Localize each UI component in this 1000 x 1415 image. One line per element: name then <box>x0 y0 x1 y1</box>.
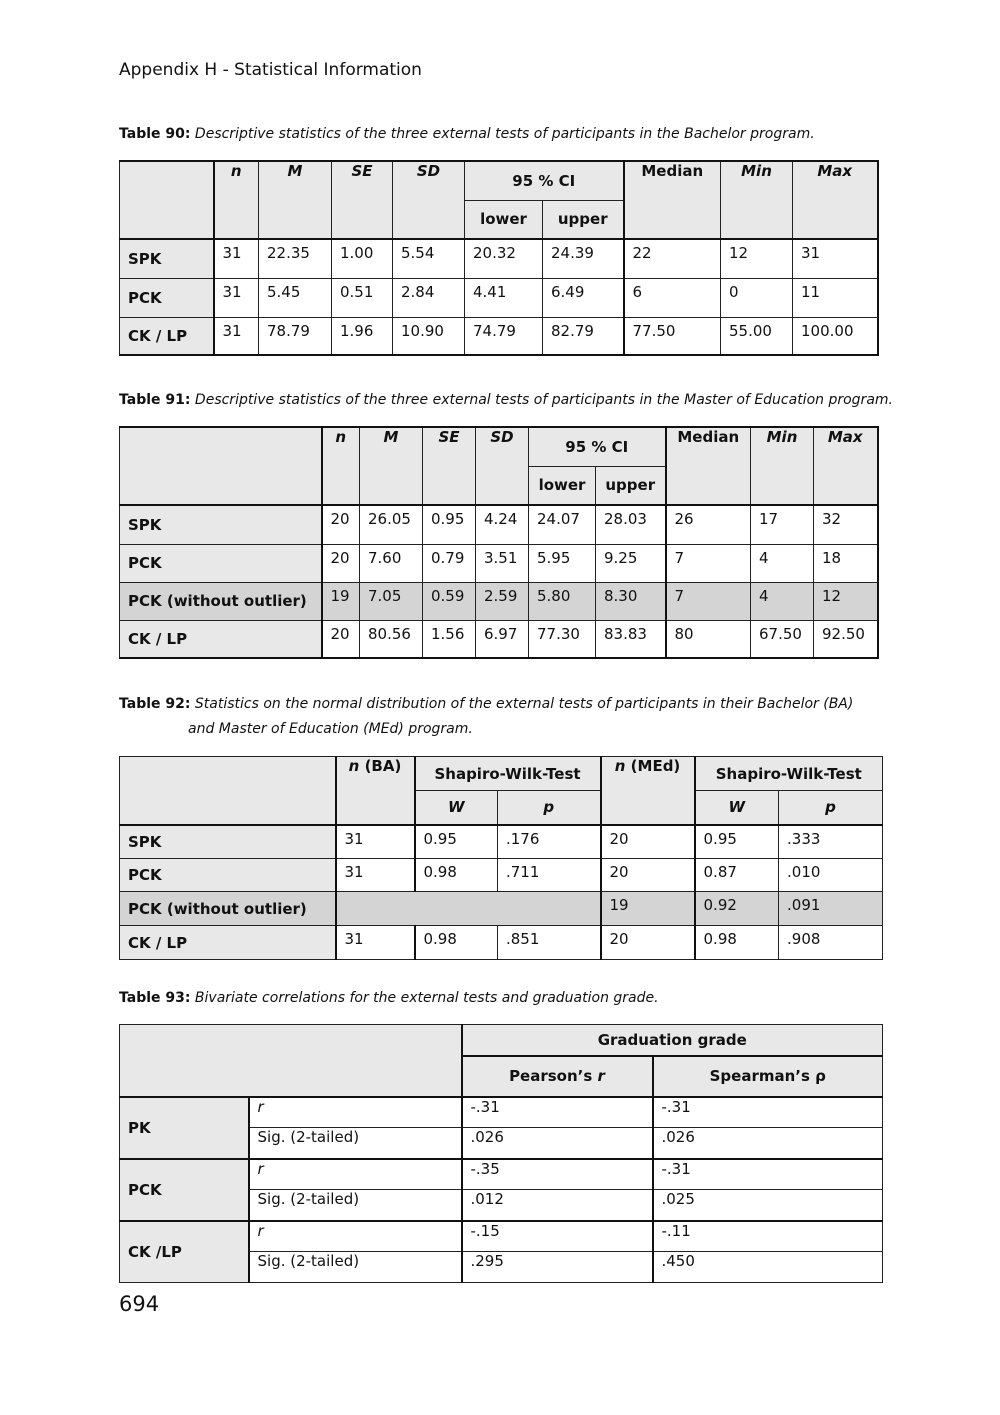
row-label: CK /LP <box>120 1221 249 1283</box>
table-cell: 7.05 <box>360 582 423 620</box>
table-row <box>120 544 878 582</box>
table-cell: 31 <box>214 239 259 278</box>
stat-label: Sig. (2-tailed) <box>249 1128 462 1159</box>
table91-corner <box>120 427 322 505</box>
row-label: CK / LP <box>120 620 322 658</box>
table-cell: 26 <box>666 505 751 544</box>
table-cell: 22 <box>624 239 721 278</box>
table-cell: .026 <box>462 1128 653 1159</box>
row-label: PK <box>120 1097 249 1159</box>
table-cell: .012 <box>462 1190 653 1221</box>
table93-label: Table 93: <box>119 990 191 1006</box>
table-cell: 7 <box>666 582 751 620</box>
table-row <box>120 926 883 960</box>
table-cell: 5.45 <box>259 278 332 317</box>
table-cell: 1.00 <box>332 239 393 278</box>
table-cell: 20 <box>601 859 695 892</box>
table-cell: .908 <box>779 926 883 960</box>
redacted-block <box>336 892 601 926</box>
table93-corner <box>120 1025 462 1097</box>
table-cell: 19 <box>601 892 695 926</box>
row-label: PCK <box>120 278 214 317</box>
table91-header-m: M <box>360 427 423 505</box>
table90 <box>119 160 879 356</box>
row-label: SPK <box>120 825 336 859</box>
table-cell: 12 <box>814 582 878 620</box>
table92 <box>119 756 883 960</box>
table-cell: 0.95 <box>695 825 779 859</box>
table92-caption-text: Statistics on the normal distribution of the external tests of participants in their Bachelor (BA) and Master of Education (MEd) program. <box>188 696 854 737</box>
table-cell: -.15 <box>462 1221 653 1252</box>
table-cell: 4 <box>751 582 814 620</box>
table90-header-m: M <box>259 161 332 239</box>
table90-caption-text: Descriptive statistics of the three external tests of participants in the Bachelor program. <box>194 126 815 142</box>
row-label: CK / LP <box>120 926 336 960</box>
table91-header-upper: upper <box>596 466 666 505</box>
table-cell: 22.35 <box>259 239 332 278</box>
table-cell: 31 <box>214 278 259 317</box>
table-cell: 17 <box>751 505 814 544</box>
table90-header-min: Min <box>721 161 793 239</box>
table-cell: 0.59 <box>423 582 476 620</box>
table-cell: 32 <box>814 505 878 544</box>
stat-label: r <box>249 1221 462 1252</box>
table-cell: 5.95 <box>529 544 596 582</box>
table-cell: 19 <box>322 582 360 620</box>
table-cell: -.35 <box>462 1159 653 1190</box>
table-cell: 6.49 <box>543 278 624 317</box>
row-label: PCK (without outlier) <box>120 582 322 620</box>
table-cell: 77.50 <box>624 317 721 355</box>
table91-header-lower: lower <box>529 466 596 505</box>
table-cell: 20 <box>601 926 695 960</box>
table-cell: 0.79 <box>423 544 476 582</box>
table92-header-sw-med: Shapiro-Wilk-Test <box>695 757 883 791</box>
table-cell: 2.59 <box>476 582 529 620</box>
table-cell: .025 <box>653 1190 883 1221</box>
stat-label: r <box>249 1159 462 1190</box>
table-cell: 83.83 <box>596 620 666 658</box>
table-cell: 18 <box>814 544 878 582</box>
table92-header-n-ba <box>336 757 415 825</box>
table93-header-spearman: Spearman’s ρ <box>653 1056 883 1097</box>
table93-header-pearson <box>462 1056 653 1097</box>
table-cell: 11 <box>793 278 878 317</box>
table91-header-sd: SD <box>476 427 529 505</box>
table92-header-n-med <box>601 757 695 825</box>
table-cell: 0 <box>721 278 793 317</box>
table-cell: 31 <box>336 859 415 892</box>
table-cell: -.31 <box>653 1097 883 1128</box>
table-cell: 5.80 <box>529 582 596 620</box>
table-cell: 20 <box>322 544 360 582</box>
table-cell: 3.51 <box>476 544 529 582</box>
stat-label: Sig. (2-tailed) <box>249 1252 462 1283</box>
table-cell: 4 <box>751 544 814 582</box>
table-cell: 9.25 <box>596 544 666 582</box>
table92-label: Table 92: <box>119 696 191 712</box>
row-label: CK / LP <box>120 317 214 355</box>
table-row <box>120 1097 883 1128</box>
table92-header-n-ba-symbol: n <box>348 757 360 775</box>
table-cell: 80 <box>666 620 751 658</box>
table-cell: 31 <box>336 926 415 960</box>
table-cell: 0.98 <box>415 926 498 960</box>
table-cell: 1.56 <box>423 620 476 658</box>
row-label: PCK (without outlier) <box>120 892 336 926</box>
table-cell: 26.05 <box>360 505 423 544</box>
table-cell: 0.51 <box>332 278 393 317</box>
table-cell: 20 <box>322 505 360 544</box>
table-cell: 20 <box>601 825 695 859</box>
table-cell: .711 <box>498 859 601 892</box>
table91-header-ci: 95 % CI <box>529 427 666 466</box>
table90-header-n: n <box>214 161 259 239</box>
table-cell: -.31 <box>653 1159 883 1190</box>
table-cell: 10.90 <box>393 317 465 355</box>
table-cell: 24.39 <box>543 239 624 278</box>
table-cell: 31 <box>336 825 415 859</box>
table-cell: 0.95 <box>415 825 498 859</box>
table-row <box>120 278 878 317</box>
table91-label: Table 91: <box>119 392 191 408</box>
table93-header-pearson-symbol: r <box>597 1067 605 1085</box>
table92-header-p-ba: p <box>498 791 601 825</box>
table90-corner <box>120 161 214 239</box>
table-cell: 55.00 <box>721 317 793 355</box>
table90-header-lower: lower <box>465 200 543 239</box>
table90-header-se: SE <box>332 161 393 239</box>
table-cell: .851 <box>498 926 601 960</box>
table90-header-upper: upper <box>543 200 624 239</box>
table-cell: 80.56 <box>360 620 423 658</box>
table-cell: .295 <box>462 1252 653 1283</box>
table92-corner <box>120 757 336 825</box>
table90-header-median: Median <box>624 161 721 239</box>
table-cell: 67.50 <box>751 620 814 658</box>
table-row <box>120 239 878 278</box>
table-cell: 6 <box>624 278 721 317</box>
table-cell: 24.07 <box>529 505 596 544</box>
table91-header-min: Min <box>751 427 814 505</box>
table-row <box>120 582 878 620</box>
row-label: SPK <box>120 505 322 544</box>
table-cell: .026 <box>653 1128 883 1159</box>
table91-header-se: SE <box>423 427 476 505</box>
table-cell: 1.96 <box>332 317 393 355</box>
table-row <box>120 1159 883 1190</box>
table93-caption <box>119 986 659 1011</box>
table-cell: 92.50 <box>814 620 878 658</box>
table90-header-max: Max <box>793 161 878 239</box>
table-cell: .091 <box>779 892 883 926</box>
table-cell: 20.32 <box>465 239 543 278</box>
table92-caption <box>119 692 881 742</box>
stat-label: r <box>249 1097 462 1128</box>
table-cell: .333 <box>779 825 883 859</box>
table91 <box>119 426 879 659</box>
table-cell: 82.79 <box>543 317 624 355</box>
table-cell: 8.30 <box>596 582 666 620</box>
table92-header-w-ba: W <box>415 791 498 825</box>
table90-caption <box>119 122 815 147</box>
table93 <box>119 1024 883 1283</box>
table-cell: 0.98 <box>695 926 779 960</box>
stat-label: Sig. (2-tailed) <box>249 1190 462 1221</box>
table-cell: 7.60 <box>360 544 423 582</box>
table-cell: 2.84 <box>393 278 465 317</box>
table-row <box>120 317 878 355</box>
table91-header-n: n <box>322 427 360 505</box>
table92-header-n-ba-text: (BA) <box>359 757 402 775</box>
table-cell: .450 <box>653 1252 883 1283</box>
table92-header-n-med-symbol: n <box>614 757 626 775</box>
table93-header-pearson-text: Pearson’s <box>509 1067 598 1085</box>
table-row <box>120 505 878 544</box>
page-number: 694 <box>119 1292 160 1316</box>
table-cell: 78.79 <box>259 317 332 355</box>
table-row <box>120 892 883 926</box>
table-cell: 5.54 <box>393 239 465 278</box>
table-cell: 100.00 <box>793 317 878 355</box>
table-cell: 0.92 <box>695 892 779 926</box>
table-cell: 28.03 <box>596 505 666 544</box>
table-cell: -.31 <box>462 1097 653 1128</box>
table-row <box>120 825 883 859</box>
table92-header-n-med-text: (MEd) <box>625 757 681 775</box>
table-cell: 7 <box>666 544 751 582</box>
table-cell: 77.30 <box>529 620 596 658</box>
table91-caption-text: Descriptive statistics of the three external tests of participants in the Master of Education program. <box>194 392 893 408</box>
table90-label: Table 90: <box>119 126 191 142</box>
table92-header-w-med: W <box>695 791 779 825</box>
table-cell: 20 <box>322 620 360 658</box>
table-cell: 74.79 <box>465 317 543 355</box>
table-cell: 4.41 <box>465 278 543 317</box>
row-label: PCK <box>120 859 336 892</box>
table-row <box>120 1221 883 1252</box>
table93-header-graduation: Graduation grade <box>462 1025 883 1056</box>
table-row <box>120 620 878 658</box>
table-cell: 31 <box>793 239 878 278</box>
table-cell: .176 <box>498 825 601 859</box>
table-cell: 0.98 <box>415 859 498 892</box>
table-cell: 0.95 <box>423 505 476 544</box>
table-cell: -.11 <box>653 1221 883 1252</box>
row-label: PCK <box>120 544 322 582</box>
table-row <box>120 859 883 892</box>
table90-header-sd: SD <box>393 161 465 239</box>
table92-header-p-med: p <box>779 791 883 825</box>
table-cell: 6.97 <box>476 620 529 658</box>
table-cell: 4.24 <box>476 505 529 544</box>
table-cell: 31 <box>214 317 259 355</box>
table91-header-max: Max <box>814 427 878 505</box>
page-header: Appendix H - Statistical Information <box>119 60 422 80</box>
row-label: PCK <box>120 1159 249 1221</box>
table-cell: 12 <box>721 239 793 278</box>
table92-header-sw-ba: Shapiro-Wilk-Test <box>415 757 601 791</box>
table93-caption-text: Bivariate correlations for the external tests and graduation grade. <box>194 990 659 1006</box>
table91-caption <box>119 388 893 413</box>
table90-header-ci: 95 % CI <box>465 161 624 200</box>
table-cell: .010 <box>779 859 883 892</box>
table-cell: 0.87 <box>695 859 779 892</box>
table91-header-median: Median <box>666 427 751 505</box>
row-label: SPK <box>120 239 214 278</box>
